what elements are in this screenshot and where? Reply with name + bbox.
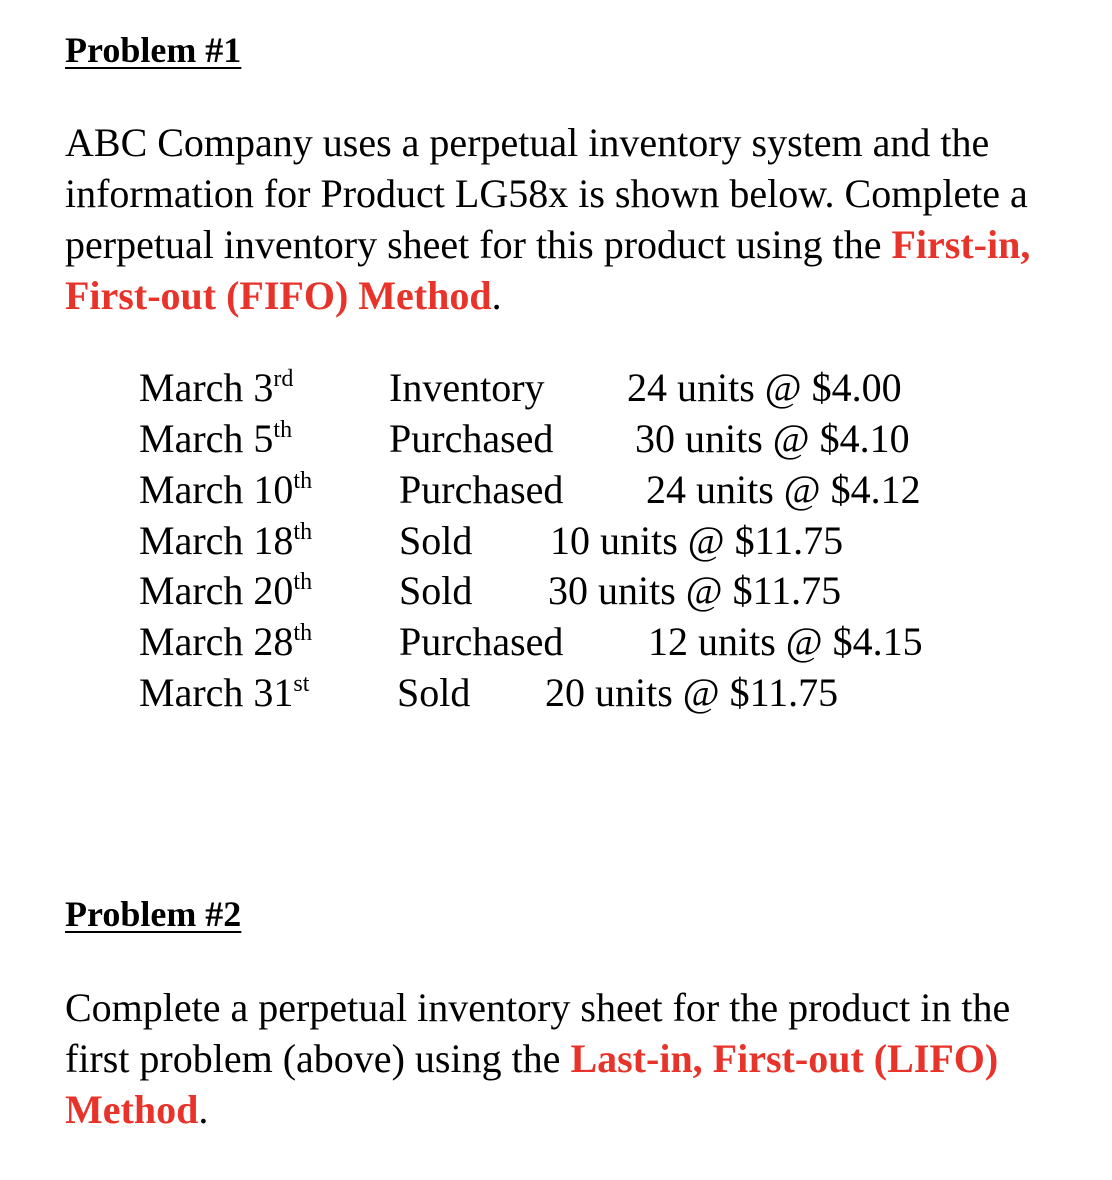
- transaction-detail: 24 units @ $4.12: [646, 467, 921, 512]
- transaction-type: Inventory: [389, 365, 545, 410]
- transaction-date: March 31st: [139, 670, 310, 715]
- transaction-detail: 30 units @ $4.10: [635, 416, 910, 461]
- transaction-detail: 10 units @ $11.75: [550, 518, 844, 563]
- transaction-row: [0, 565, 1112, 616]
- transaction-date: March 20th: [139, 568, 313, 613]
- problem-2-heading: Problem #2: [65, 894, 242, 934]
- transaction-date: March 18th: [139, 518, 313, 563]
- transaction-detail: 20 units @ $11.75: [545, 670, 839, 715]
- transaction-type: Purchased: [399, 467, 564, 512]
- transaction-date: March 10th: [139, 467, 313, 512]
- transaction-type: Purchased: [389, 416, 554, 461]
- transaction-row: [0, 362, 1112, 413]
- transaction-type: Sold: [399, 518, 473, 563]
- transaction-row: [0, 413, 1112, 464]
- transaction-row: [0, 464, 1112, 515]
- problem-1-period: .: [491, 273, 502, 318]
- transaction-row: [0, 667, 1112, 718]
- problem-2-description: [65, 982, 1065, 1135]
- problem-1-method: First-in, First-out (FIFO) Method: [65, 222, 1031, 318]
- problem-1-heading: Problem #1: [65, 30, 242, 70]
- transaction-type: Purchased: [399, 619, 564, 664]
- transaction-detail: 12 units @ $4.15: [648, 619, 923, 664]
- transaction-date: March 5th: [139, 416, 293, 461]
- transaction-date: March 3rd: [139, 365, 294, 410]
- problem-2-method: Last-in, First-out (LIFO) Method: [65, 1036, 999, 1132]
- problem-1-intro: ABC Company uses a perpetual inventory system and the information for Product LG58x is shown below. Complete a perpetual inventory sheet for this product using the: [65, 120, 1028, 267]
- transaction-row: [0, 616, 1112, 667]
- transaction-date: March 28th: [139, 619, 313, 664]
- transaction-detail: 30 units @ $11.75: [548, 568, 842, 613]
- transaction-row: [0, 515, 1112, 566]
- transaction-detail: 24 units @ $4.00: [627, 365, 902, 410]
- transaction-type: Sold: [399, 568, 473, 613]
- problem-1-description: [65, 117, 1065, 321]
- transaction-type: Sold: [397, 670, 471, 715]
- problem-2-period: .: [198, 1087, 209, 1132]
- problem-2-intro: Complete a perpetual inventory sheet for the product in the first problem (above) using the: [65, 985, 1011, 1081]
